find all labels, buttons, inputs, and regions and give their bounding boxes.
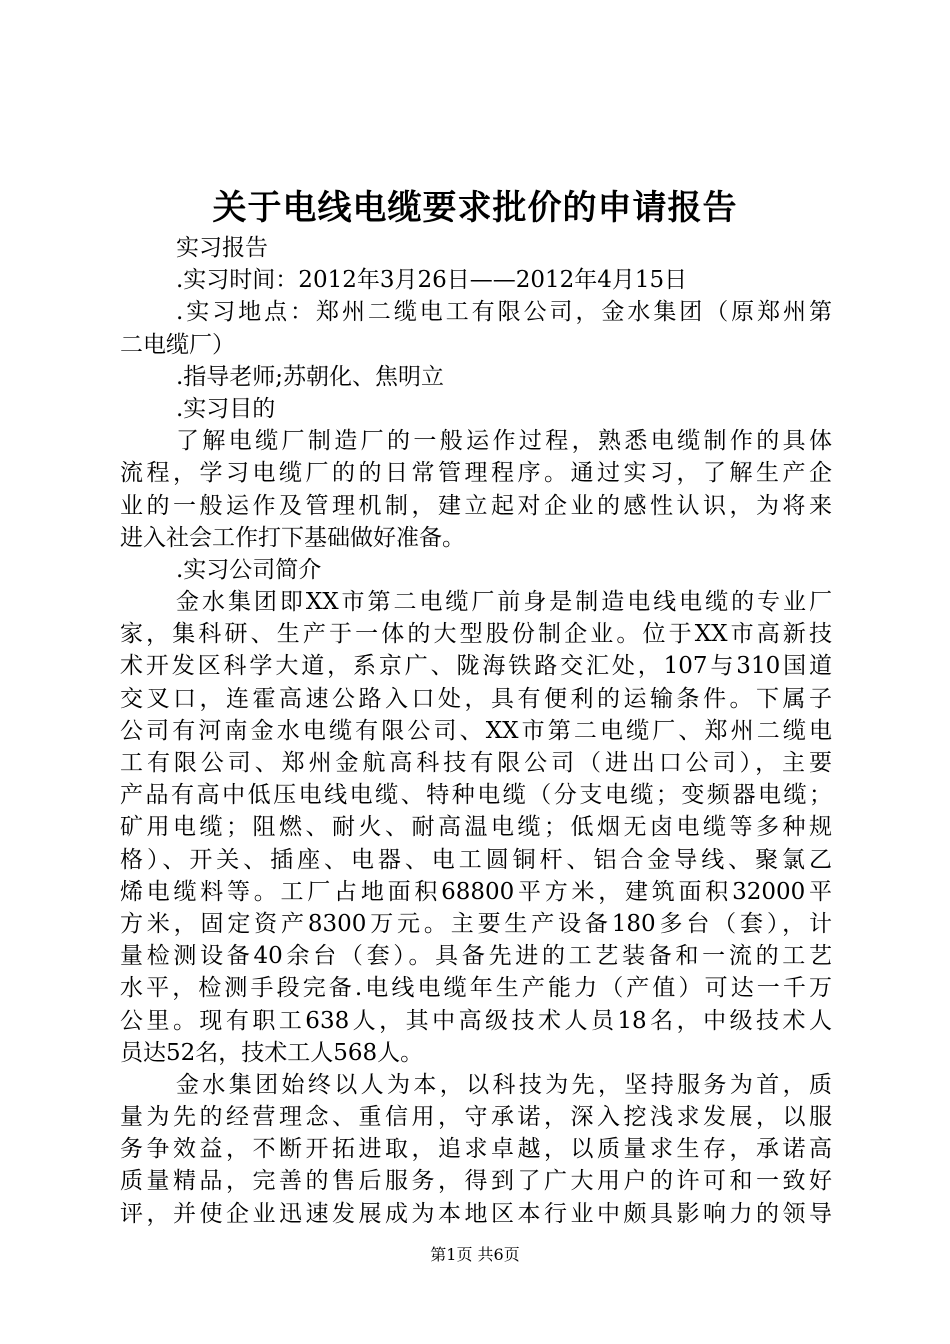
- company-line-8: 矿用电缆；阻燃、耐火、耐高温电缆；低烟无卤电缆等多种规: [120, 814, 832, 841]
- philosophy-line-2: 量为先的经营理念、重信用，守承诺，深入挖浅求发展，以服: [120, 1104, 832, 1131]
- heading-purpose: .实习目的: [176, 395, 276, 422]
- philosophy-line-3: 务争效益，不断开拓进取，追求卓越，以质量求生存，承诺高: [120, 1136, 832, 1163]
- page-footer: 第1页 共6页: [430, 1245, 520, 1264]
- company-line-14: 公里。现有职工638人，其中高级技术人员18名，中级技术人: [120, 1007, 832, 1034]
- purpose-line-3: 业的一般运作及管理机制，建立起对企业的感性认识，为将来: [120, 492, 832, 519]
- company-line-13: 水平，检测手段完备.电线电缆年生产能力（产值）可达一千万: [120, 975, 832, 1002]
- instructors: .指导老师;苏朝化、焦明立: [176, 363, 445, 390]
- company-line-4: 交叉口，连霍高速公路入口处，具有便利的运输条件。下属子: [120, 685, 832, 712]
- document-body: [120, 232, 832, 1230]
- heading-company: .实习公司简介: [176, 556, 322, 583]
- internship-location-cont: 二电缆厂）: [120, 331, 235, 358]
- company-line-10: 烯电缆料等。工厂占地面积68800平方米，建筑面积32000平: [120, 878, 832, 905]
- company-line-15: 员达52名，技术工人568人。: [120, 1039, 424, 1066]
- company-line-9: 格）、开关、插座、电器、电工圆铜杆、铝合金导线、聚氯乙: [120, 846, 832, 873]
- internship-time: .实习时间：2012年3月26日——2012年4月15日: [176, 267, 688, 294]
- purpose-line-2: 流程，学习电缆厂的的日常管理程序。通过实习，了解生产企: [120, 460, 832, 487]
- company-line-1: 金水集团即XX市第二电缆厂前身是制造电线电缆的专业厂: [176, 589, 832, 616]
- company-line-2: 家，集科研、生产于一体的大型股份制企业。位于XX市高新技: [120, 621, 832, 648]
- company-line-6: 工有限公司、郑州金航高科技有限公司（进出口公司），主要: [120, 750, 832, 776]
- company-line-7: 产品有高中低压电线电缆、特种电缆（分支电缆；变频器电缆；: [120, 782, 832, 809]
- philosophy-line-1: 金水集团始终以人为本，以科技为先，坚持服务为首，质: [176, 1071, 832, 1098]
- heading-report: 实习报告: [176, 235, 268, 261]
- internship-location: .实习地点：郑州二缆电工有限公司，金水集团（原郑州第: [176, 299, 832, 326]
- company-line-5: 公司有河南金水电缆有限公司、XX市第二电缆厂、郑州二缆电: [120, 717, 832, 744]
- company-line-3: 术开发区科学大道，系京广、陇海铁路交汇处，107与310国道: [120, 653, 832, 680]
- document-title: 关于电线电缆要求批价的申请报告: [212, 188, 738, 228]
- purpose-line-1: 了解电缆厂制造厂的一般运作过程，熟悉电缆制作的具体: [176, 428, 832, 455]
- philosophy-line-5: 评，并使企业迅速发展成为本地区本行业中颇具影响力的领导: [120, 1200, 832, 1227]
- philosophy-line-4: 质量精品，完善的售后服务，得到了广大用户的许可和一致好: [120, 1168, 832, 1195]
- purpose-line-4: 进入社会工作打下基础做好准备。: [120, 524, 465, 551]
- company-line-11: 方米，固定资产8300万元。主要生产设备180多台（套），计: [120, 910, 832, 937]
- company-line-12: 量检测设备40余台（套）。具备先进的工艺装备和一流的工艺: [120, 943, 832, 970]
